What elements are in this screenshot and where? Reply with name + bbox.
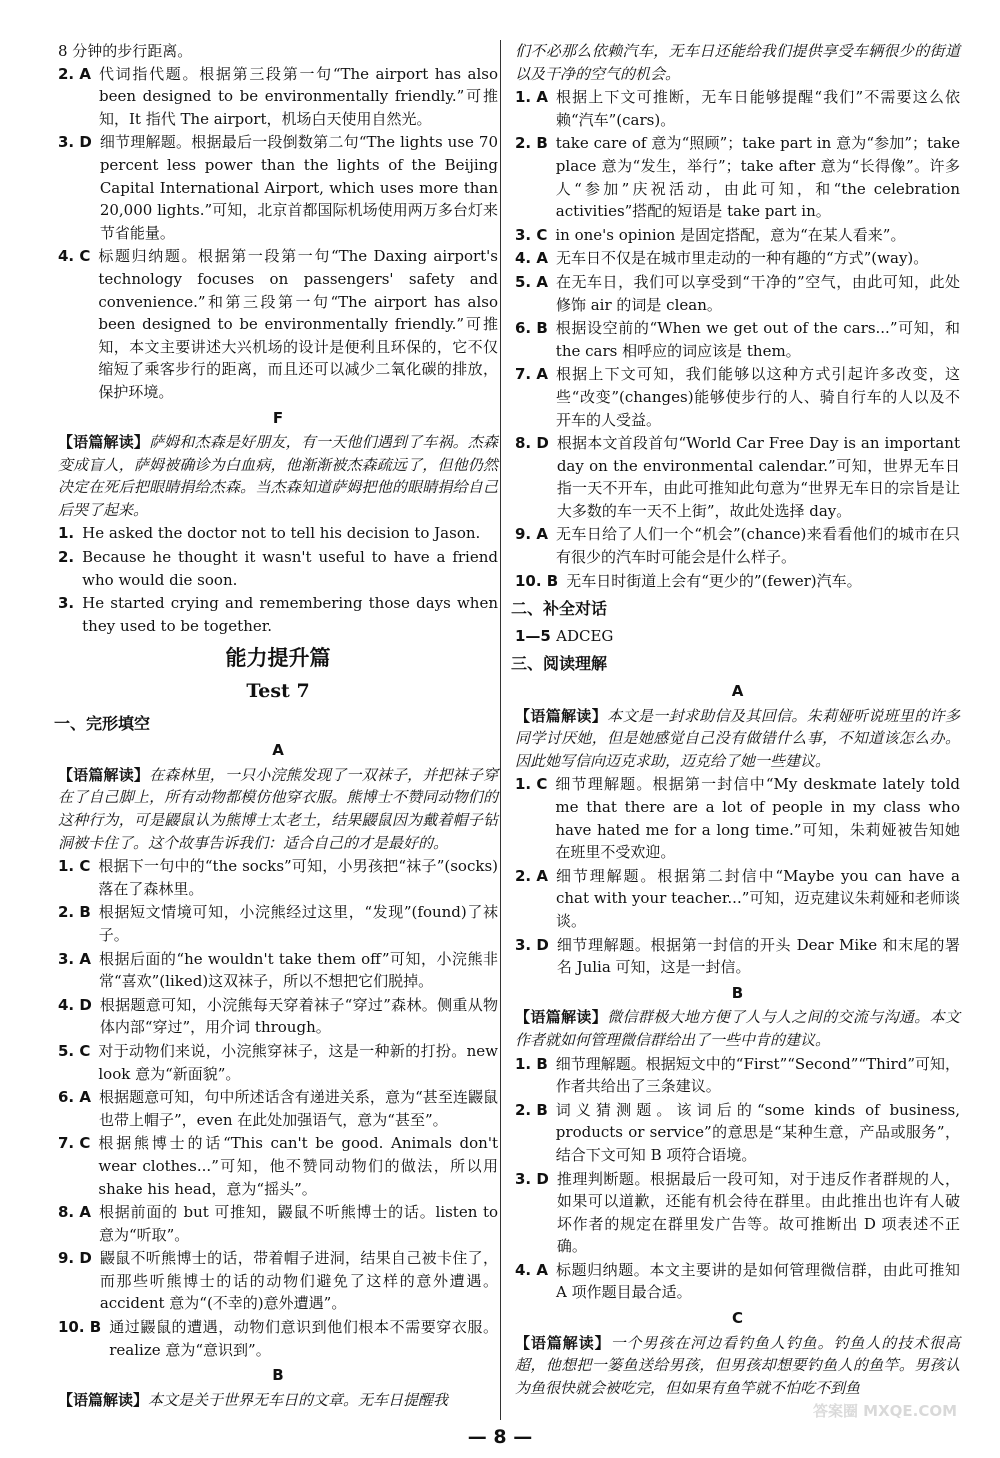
answer-explanation: 对于动物们来说，小浣熊穿袜子，这是一种新的打扮。new look 意为“新面貌”。	[98, 1041, 498, 1083]
reading-text: 一个男孩在河边看钓鱼人钓鱼。钓鱼人的技术很高超，他想把一篓鱼送给男孩，但男孩却想要钓鱼人的鱼竿。男孩认为鱼很快就会被吃完，但如果有鱼竿就不怕吃不到鱼	[515, 1333, 960, 1397]
reading-tag: 【语篇解读】	[515, 1333, 611, 1352]
answer-explanation: 鼹鼠不听熊博士的话，带着帽子进洞，结果自己被卡住了，而那些听熊博士的话的动物们避免了这样的意外遭遇。accident 意为“(不幸的)意外遭遇”。	[99, 1249, 498, 1313]
section-reading: 三、阅读理解	[511, 654, 608, 674]
reading-text: 在森林里，一只小浣熊发现了一双袜子，并把袜子穿在了自己脚上，所有动物都模仿他穿衣服。熊博士不赞同动物们的这种行为，可是鼹鼠认为熊博士太老土，结果鼹鼠因为戴着帽子钻洞被卡住了。这个故事告诉我们：适合自己的才是最好的。	[58, 765, 498, 852]
answer-explanation: 标题归纳题。根据第一段第一句“The Daxing airport's technology focuses on passengers' safety and convenience.”和第三段第一句“The airport has also been designed to be environmentally friendly.”可推知，本文主要讲述大兴机场的设计是便利且环保的，它不仅缩短了乘客步行的距离，而且还可以减少二氧化碳的排放，保护环境。	[98, 247, 498, 401]
answer-explanation: He asked the doctor not to tell his decision to Jason.	[82, 524, 481, 543]
section-heading: 能力提升篇	[225, 646, 331, 671]
answer-number: 6. B	[515, 319, 548, 338]
reading-answers-b	[515, 1053, 960, 1305]
answer-item	[58, 1086, 498, 1131]
answer-item	[58, 855, 498, 900]
answer-number: 2. A	[515, 866, 548, 885]
passage-reading-b	[58, 1389, 498, 1412]
passage-reading-a	[58, 764, 498, 854]
answer-item	[515, 271, 960, 316]
answer-number: 8. A	[58, 1203, 91, 1222]
answer-item	[58, 546, 498, 591]
answer-explanation: 根据题意可知，句中所述话含有递进关系，意为“甚至连鼹鼠也带上帽子”，even 在此处加强语气，意为“甚至”。	[98, 1088, 498, 1129]
answer-explanation: 词义猜测题。该词后的“some kinds of business, products or service”的意思是“某种生意，产品或服务”，结合下文可知 B 项符合语境。	[555, 1100, 960, 1164]
answer-explanation: 细节理解题。根据第二封信中“Maybe you can have a chat with your teacher...”可知，迈克建议朱莉娅和老师谈谈。	[555, 866, 960, 930]
answer-item	[58, 1247, 498, 1315]
answer-list	[58, 63, 498, 404]
answer-item	[515, 1168, 960, 1258]
answer-item	[58, 1132, 498, 1200]
answer-explanation: 根据上下文可推断，无车日能够提醒“我们”不需要这么依赖“汽车”(cars)。	[555, 88, 960, 129]
answer-number: 3. A	[58, 949, 91, 968]
answer-item	[515, 132, 960, 222]
answer-number: 1. C	[515, 775, 548, 794]
answer-item	[58, 522, 498, 545]
answer-explanation: 标题归纳题。本文主要讲的是如何管理微信群，由此可推知 A 项作题目最合适。	[555, 1260, 960, 1302]
answer-number: 5. A	[515, 272, 548, 291]
answer-number: 3. D	[515, 935, 549, 954]
section-dialog: 二、补全对话	[511, 599, 608, 619]
answer-item	[58, 1040, 498, 1085]
answer-number: 4. A	[515, 249, 548, 268]
answer-explanation: 细节理解题。根据第一封信的开头 Dear Mike 和末尾的署名 Julia 可知，这是一封信。	[556, 935, 960, 977]
reading-letter-c: C	[731, 1309, 743, 1328]
passage-letter-f: F	[272, 408, 284, 427]
answer-number: 1. B	[515, 1054, 548, 1073]
answer-explanation: 根据后面的“he wouldn't take them off”可知，小浣熊非常“喜欢”(liked)这双袜子，所以不想把它们脱掉。	[98, 949, 498, 991]
reading-text: 微信群极大地方便了人与人之间的交流与沟通。本文作者就如何管理微信群给出了一些中肯的建议。	[515, 1008, 960, 1049]
answer-explanation: 根据熊博士的话“This can't be good. Animals don't wear clothes...”可知，他不赞同动物们的做法，所以用 shake his head，意为“摇头”。	[98, 1134, 498, 1198]
answer-number: 6. A	[58, 1088, 91, 1107]
answer-explanation: 根据前面的 but 可推知，鼹鼠不听熊博士的话。listen to 意为“听取”。	[98, 1203, 498, 1244]
answer-list-b	[515, 86, 960, 592]
reading-passage-b	[515, 1006, 960, 1051]
dialog-answers	[515, 625, 960, 648]
column-divider	[500, 40, 501, 1420]
answer-list-a	[58, 855, 498, 1361]
answer-number: 2. B	[58, 903, 91, 922]
answer-item	[58, 1201, 498, 1246]
reading-tag: 【语篇解读】	[58, 765, 150, 784]
reading-tag: 【语篇解读】	[58, 433, 150, 452]
reading-tag: 【语篇解读】	[58, 1390, 149, 1409]
reading-text: 萨姆和杰森是好朋友，有一天他们遇到了车祸。杰森变成盲人，萨姆被确诊为白血病，他渐渐被杰森疏远了，但他仍然决定在死后把眼睛捐给杰森。当杰森知道萨姆把他的眼睛捐给自己后哭了起来。	[58, 433, 498, 519]
answer-explanation: 细节理解题。根据短文中的“First”“Second”“Third”可知，作者共给出了三条建议。	[555, 1054, 960, 1096]
answer-explanation: 根据题意可知，小浣熊每天穿着袜子“穿过”森林。侧重从物体内部“穿过”，用介词 through。	[99, 995, 498, 1037]
answer-item	[515, 570, 960, 593]
passage-letter-b: B	[272, 1366, 284, 1385]
continued-text: 8 分钟的步行距离。	[58, 42, 193, 60]
watermark-logo	[810, 1376, 960, 1436]
answer-explanation: 根据本文首段首句“World Car Free Day is an important day on the environmental calendar.”可知，世界无车日指一天不开车，由此可推知此句意为“世界无车日的宗旨是让大多数的车一天不上街”，故此处选择 day。	[556, 434, 960, 520]
answer-number: 4. A	[515, 1260, 548, 1279]
reading-letter-a: A	[731, 682, 744, 701]
svg-text:答案圈 MXQE.COM: 答案圈 MXQE.COM	[812, 1402, 958, 1420]
test-title: Test 7	[246, 680, 310, 703]
answer-number: 1.	[58, 524, 75, 543]
answer-number: 2. A	[58, 64, 91, 83]
answer-number: 4. C	[58, 247, 91, 266]
answer-explanation: 在无车日，我们可以享受到“干净的”空气，由此可知，此处修饰 air 的词是 clean。	[555, 272, 960, 314]
answer-explanation: 代词指代题。根据第三段第一句“The airport has also been designed to be environmentally friendly.”可推知，It 指代 The airport，机场白天使用自然光。	[98, 64, 498, 128]
answer-explanation: 根据下一句中的“the socks”可知，小男孩把“袜子”(socks)落在了森林里。	[98, 857, 498, 898]
answer-explanation: take care of 意为“照顾”；take part in 意为“参加”；take place 意为“发生，举行”；take after 意为“长得像”。许多人“参加”庆祝活动，由此可知，和“the celebration activities”搭配的短语是 take part in。	[555, 134, 960, 221]
answer-number: 5. C	[58, 1041, 91, 1060]
answer-explanation: 推理判断题。根据最后一段可知，对于违反作者群规的人，如果可以道歉，还能有机会待在群里。由此推出也许有人破坏作者的规定在群里发广告等。故可推断出 D 项表述不正确。	[556, 1169, 960, 1256]
answer-number: 3. C	[515, 225, 548, 244]
answer-item	[515, 773, 960, 863]
answer-number: 3. D	[58, 133, 92, 152]
answer-number: 2.	[58, 548, 75, 567]
answer-explanation: 无车日不仅是在城市里走动的一种有趣的“方式”(way)。	[555, 249, 929, 268]
answer-item	[58, 994, 498, 1039]
answer-item	[515, 1259, 960, 1304]
answer-item	[515, 1099, 960, 1167]
answer-explanation: 根据短文情境可知，小浣熊经过这里，“发现”(found)了袜子。	[98, 903, 498, 944]
answer-number: 10. B	[515, 571, 559, 590]
answer-number: 4. D	[58, 995, 92, 1014]
answer-number: 10. B	[58, 1318, 102, 1337]
left-column	[54, 40, 498, 1412]
answer-item	[515, 247, 960, 270]
answer-number: 3.	[58, 594, 75, 613]
continued-reading: 们不必那么依赖汽车，无车日还能给我们提供享受车辆很少的街道以及干净的空气的机会。	[515, 42, 960, 83]
answer-item	[58, 1316, 498, 1361]
answer-explanation: 通过鼹鼠的遭遇，动物们意识到他们根本不需要穿衣服。realize 意为“意识到”。	[109, 1318, 498, 1359]
answer-item	[58, 63, 498, 131]
answer-number: 2. B	[515, 134, 548, 153]
answer-number: 9. D	[58, 1249, 92, 1268]
passage-reading-f	[58, 431, 498, 521]
answer-item	[58, 948, 498, 993]
section-cloze: 一、完形填空	[54, 713, 151, 733]
reading-answers-a	[515, 773, 960, 978]
answer-item	[515, 523, 960, 568]
answer-number: 7. A	[515, 365, 548, 384]
right-column	[511, 40, 960, 1400]
answer-number: 8. D	[515, 434, 549, 453]
answer-item	[515, 317, 960, 362]
answer-explanation: in one's opinion 是固定搭配，意为“在某人看来”。	[555, 225, 906, 244]
answer-number: 9. A	[515, 525, 548, 544]
answer-number: 7. C	[58, 1134, 91, 1153]
reading-text: 本文是关于世界无车日的文章。无车日提醒我	[148, 1390, 449, 1409]
answer-explanation: 细节理解题。根据最后一段倒数第二句“The lights use 70 percent less power than the lights of the Beijing Capital International Airport, which uses more than 20,000 lights.”可知，北京首都国际机场使用两万多台灯来节省能量。	[99, 133, 498, 242]
reading-text: 本文是一封求助信及其回信。朱莉娅听说班里的许多同学讨厌她，但是她感觉自己没有做错什么事，不知道该怎么办。因此她写信向迈克求助，迈克给了她一些建议。	[515, 706, 960, 770]
answer-list-f	[58, 522, 498, 637]
passage-letter-a: A	[272, 741, 284, 760]
answer-explanation: 细节理解题。根据第一封信中“My deskmate lately told me that there are a lot of people in my class who have hated me for a long time.”可知，朱莉娅被告知她在班里不受欢迎。	[555, 775, 960, 862]
dialog-range: 1—5	[515, 626, 551, 645]
answer-explanation: 无车日给了人们一个“机会”(chance)来看看他们的城市在只有很少的汽车时可能会是什么样子。	[555, 525, 960, 567]
reading-passage-a	[515, 705, 960, 773]
answer-item	[58, 245, 498, 403]
answer-explanation: He started crying and remembering those days when they used to be together.	[82, 594, 498, 635]
dialog-answer-text: ADCEG	[556, 626, 614, 645]
answer-explanation: 根据设空前的“When we get out of the cars...”可知，和 the cars 相呼应的词应该是 them。	[555, 319, 960, 360]
answer-item	[515, 363, 960, 431]
answer-number: 2. B	[515, 1100, 548, 1119]
reading-tag: 【语篇解读】	[515, 1008, 608, 1027]
answer-item	[515, 224, 960, 247]
answer-item	[515, 934, 960, 979]
answer-explanation: Because he thought it wasn't useful to have a friend who would die soon.	[82, 548, 498, 589]
answer-number: 3. D	[515, 1169, 549, 1188]
answer-number: 1. C	[58, 857, 91, 876]
reading-letter-b: B	[731, 983, 744, 1002]
answer-explanation: 根据上下文可知，我们能够以这种方式引起许多改变，这些“改变”(changes)能够使步行的人、骑自行车的人以及不开车的人受益。	[555, 365, 960, 429]
answer-explanation: 无车日时街道上会有“更少的”(fewer)汽车。	[566, 571, 862, 590]
answer-item	[515, 432, 960, 522]
answer-item	[58, 131, 498, 244]
answer-number: 1. A	[515, 88, 548, 107]
reading-tag: 【语篇解读】	[515, 706, 608, 725]
answer-item	[58, 592, 498, 637]
answer-item	[515, 86, 960, 131]
answer-item	[515, 1053, 960, 1098]
page-number: — 8 —	[467, 1426, 533, 1448]
answer-item	[515, 865, 960, 933]
answer-item	[58, 901, 498, 946]
